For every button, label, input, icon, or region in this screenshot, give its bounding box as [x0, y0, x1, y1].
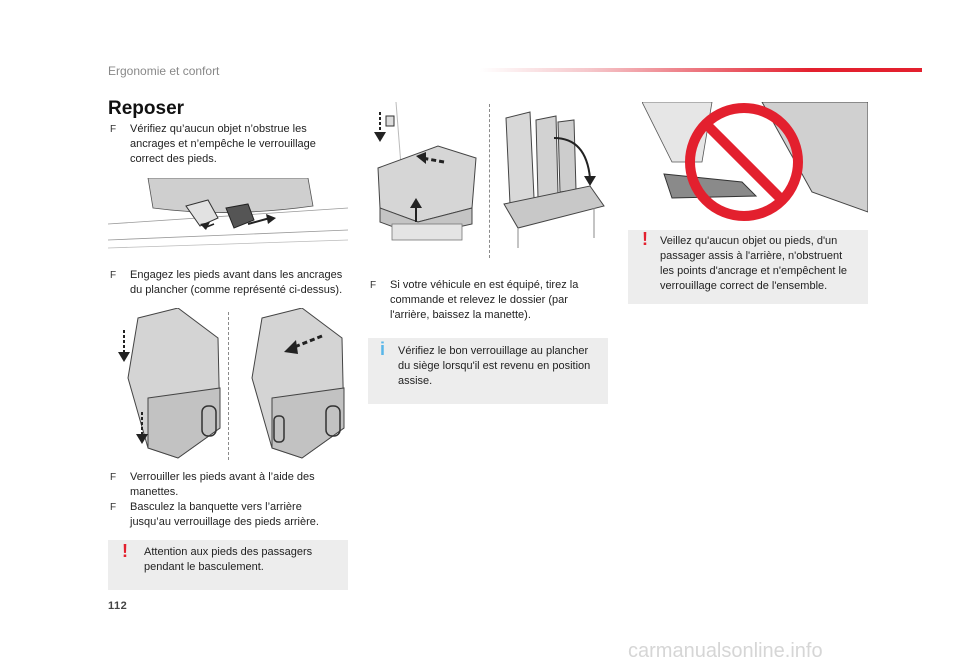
step-tilt-bench-back	[110, 500, 340, 530]
bullet-marker: F	[110, 270, 117, 281]
step-lock-front-feet	[110, 470, 340, 500]
warning-icon: !	[642, 229, 648, 249]
illustration-seat-backrest	[368, 98, 486, 254]
warning-text: Veillez qu'aucun objet ou pieds, d'un passager assis à l'arrière, n'obstruent les points d'ancrage et n'empêchent le verrouillage correct de l'ensemble.	[660, 235, 848, 292]
page-number: 112	[108, 600, 128, 612]
info-text: Vérifiez le bon verrouillage au plancher du siège lorsqu'il est revenu en position assise.	[398, 345, 591, 387]
illustration-bench-tilt-right	[232, 308, 348, 464]
bullet-marker: F	[110, 124, 117, 135]
illustration-divider	[228, 312, 229, 460]
footer-website: carmanualsonline.info	[628, 640, 823, 662]
info-icon: i	[380, 339, 386, 359]
info-note-lock	[368, 338, 608, 404]
page-heading: Reposer	[108, 98, 185, 119]
illustration-floor-anchors	[108, 178, 348, 258]
step-text: Basculez la banquette vers l’arrière jusqu’au verrouillage des pieds arrière.	[130, 501, 319, 528]
step-text: Vérifiez qu’aucun objet n’obstrue les ancrages et n’empêche le verrouillage correct des pieds.	[130, 123, 316, 165]
illustration-no-feet-warning	[642, 102, 868, 228]
warning-text: Attention aux pieds des passagers pendant le basculement.	[144, 546, 313, 573]
warning-icon: !	[122, 541, 128, 561]
illustration-bench-tilt-left	[108, 308, 226, 464]
bullet-marker: F	[110, 472, 117, 483]
step-raise-backrest	[370, 278, 602, 323]
section-title: Ergonomie et confort	[108, 64, 220, 78]
warning-note-objects	[628, 230, 868, 304]
step-text: Si votre véhicule en est équipé, tirez la commande et relevez le dossier (par l'arrière, baissez la manette).	[390, 279, 579, 321]
warning-note-feet	[108, 540, 348, 590]
bullet-marker: F	[110, 502, 117, 513]
illustration-divider	[489, 104, 490, 258]
step-engage-front-feet	[110, 268, 350, 298]
bullet-marker: F	[370, 280, 377, 291]
step-text: Verrouiller les pieds avant à l’aide des manettes.	[130, 471, 315, 498]
step-text: Engagez les pieds avant dans les ancrages du plancher (comme représenté ci-dessus).	[130, 269, 343, 296]
step-check-anchors	[110, 122, 340, 167]
illustration-three-seats	[494, 98, 608, 254]
header-rule	[480, 68, 922, 72]
